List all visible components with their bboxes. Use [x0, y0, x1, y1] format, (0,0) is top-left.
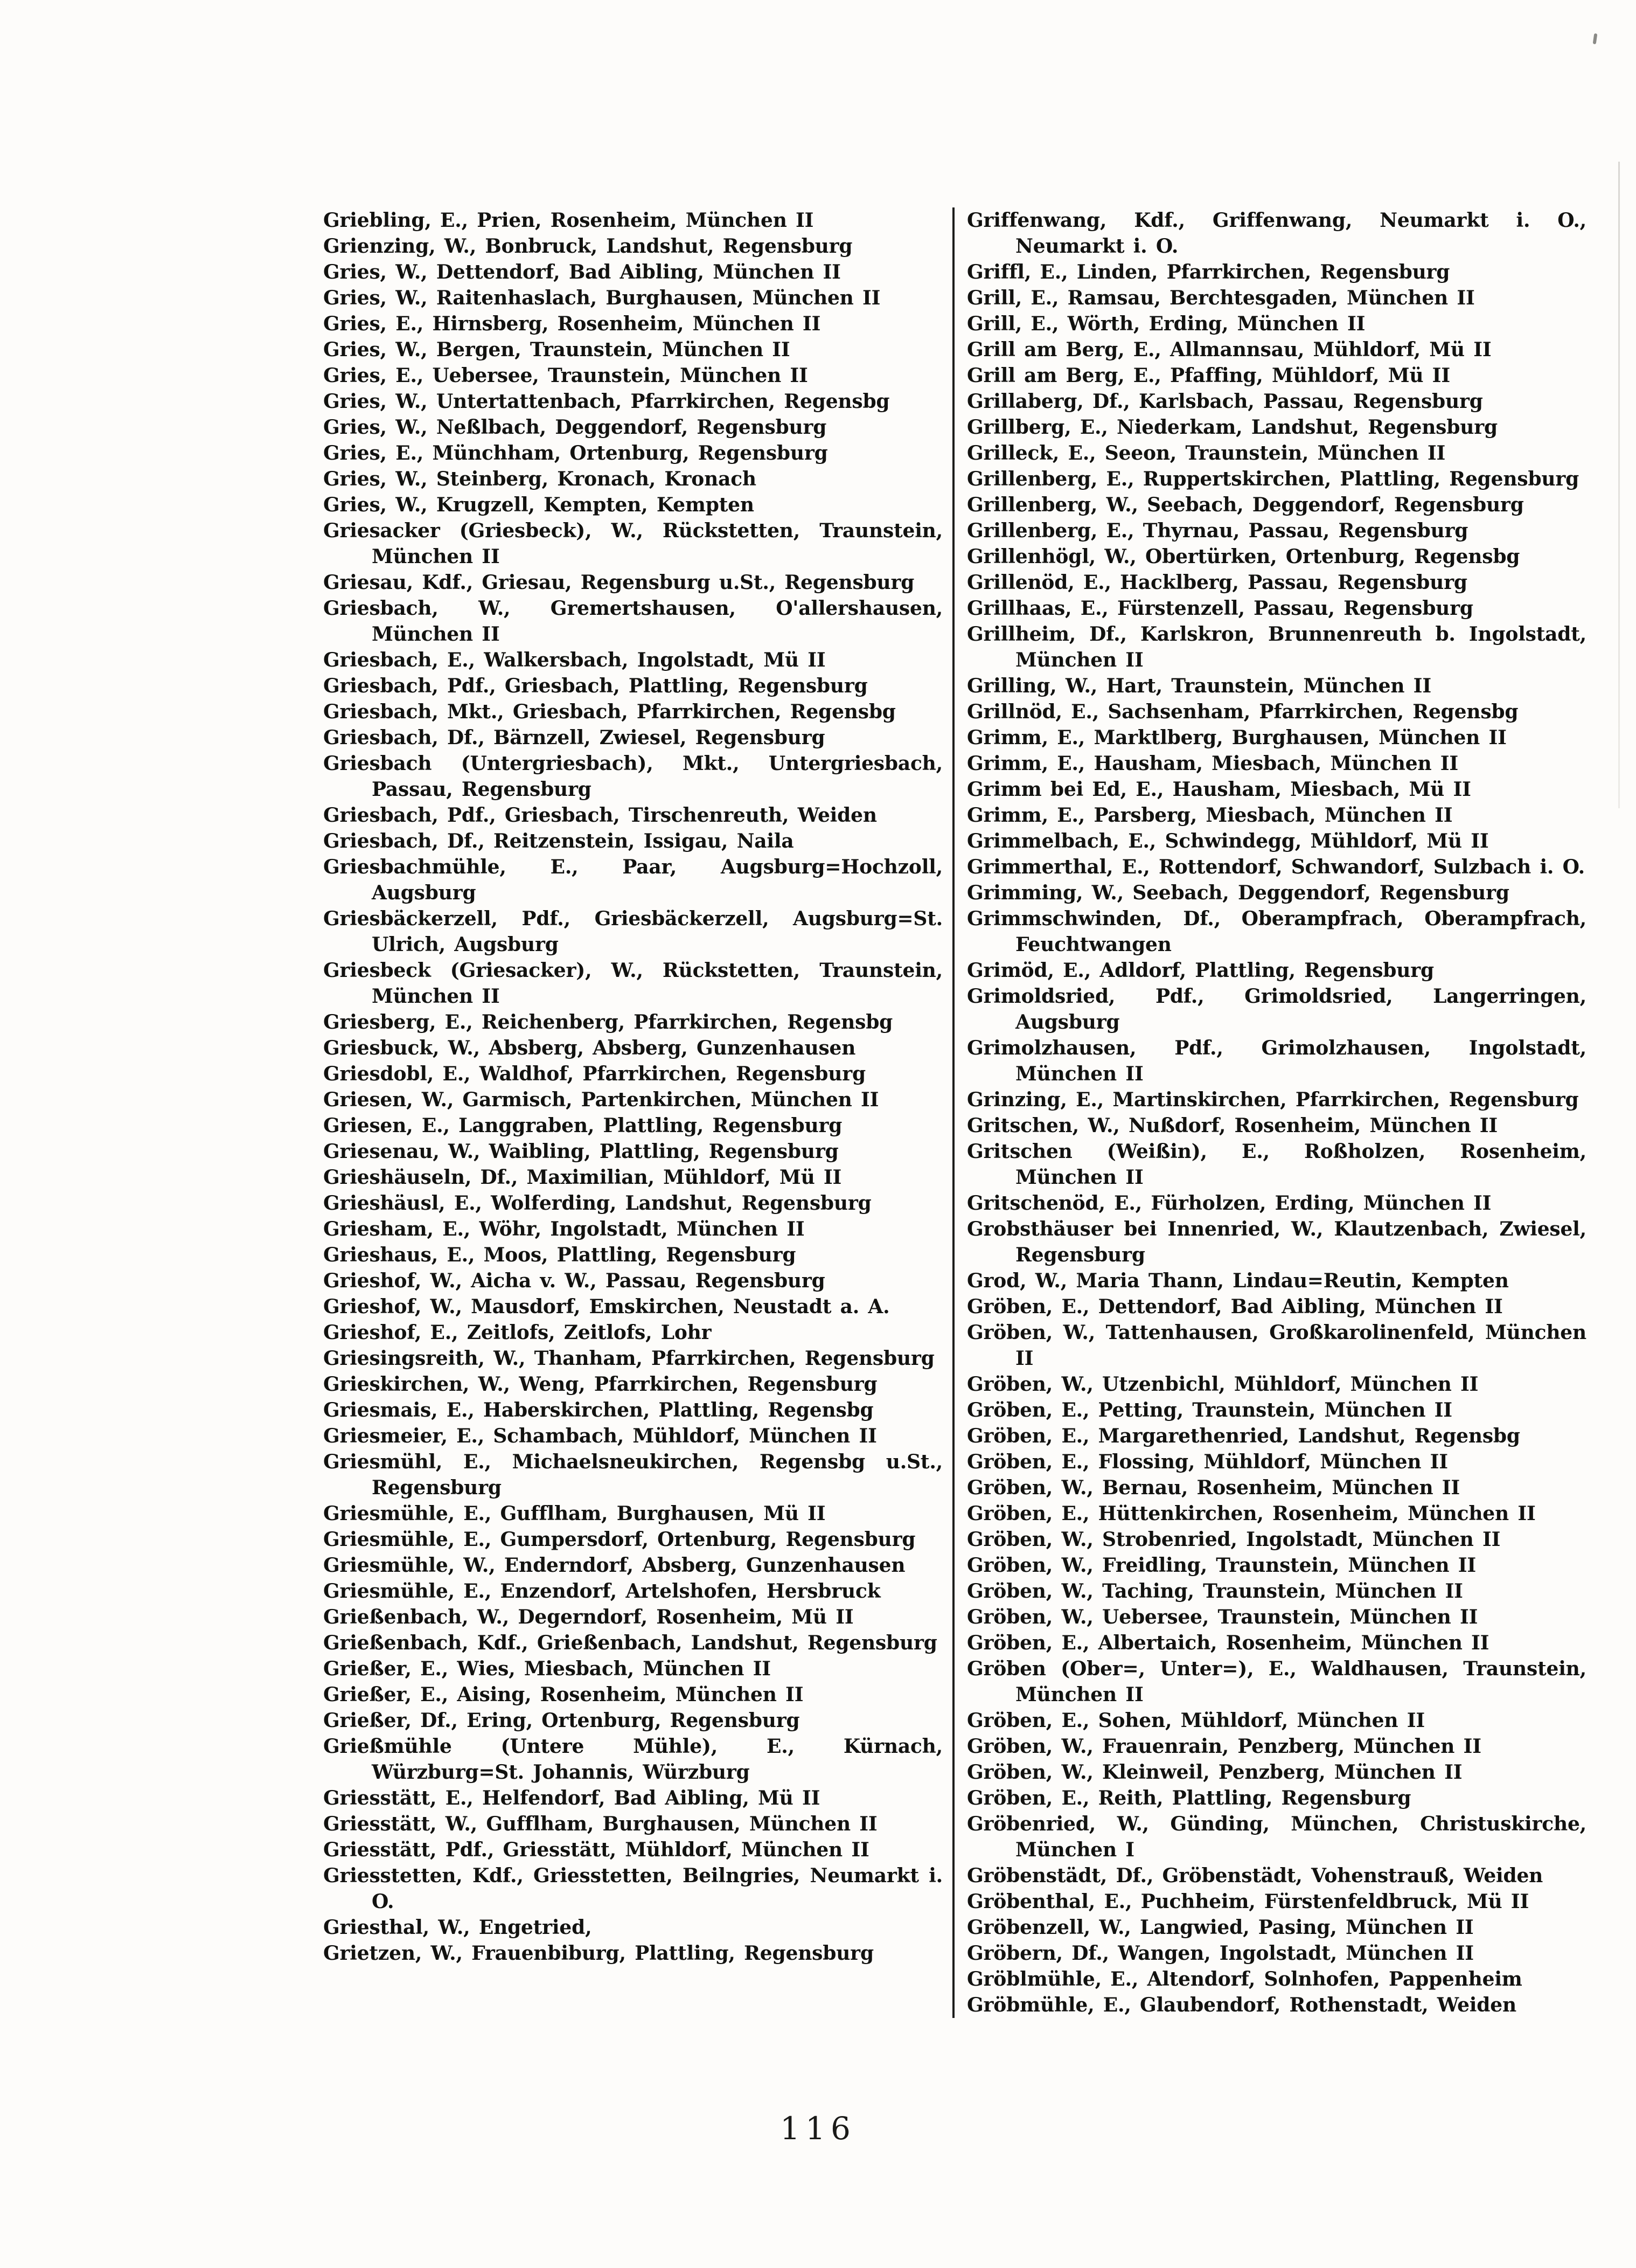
directory-entry: Griesbach, Df., Bärnzell, Zwiesel, Regensburg: [323, 726, 825, 749]
directory-entry: Griesstätt, E., Helfendorf, Bad Aibling, Mü II: [323, 1787, 820, 1809]
directory-entry: Griffenwang, Kdf., Griffenwang, Neumarkt i. O., Neumarkt i. O.: [967, 209, 1586, 258]
directory-entry: Grießer, E., Aising, Rosenheim, München II: [323, 1683, 804, 1706]
directory-entry: Gries, E., Uebersee, Traunstein, München II: [323, 364, 808, 387]
directory-entry: Gröben, W., Strobenried, Ingolstadt, München II: [967, 1528, 1501, 1551]
directory-entry: Gröben, W., Uebersee, Traunstein, München II: [967, 1606, 1478, 1628]
directory-entry: Gröbenstädt, Df., Gröbenstädt, Vohenstrauß, Weiden: [967, 1864, 1543, 1887]
directory-entry: Grieshof, E., Zeitlofs, Zeitlofs, Lohr: [323, 1321, 712, 1344]
column-divider: [952, 207, 955, 2018]
directory-entry: Grieshof, W., Aicha v. W., Passau, Regensburg: [323, 1270, 825, 1292]
directory-entry: Griesingsreith, W., Thanham, Pfarrkirchen, Regensburg: [323, 1347, 935, 1370]
directory-entry: Griesmühle, W., Enderndorf, Absberg, Gunzenhausen: [323, 1554, 906, 1577]
directory-entry: Gries, W., Dettendorf, Bad Aibling, München II: [323, 261, 841, 283]
directory-entry: Gröben, E., Dettendorf, Bad Aibling, München II: [967, 1295, 1503, 1318]
directory-entry: Gritschen (Weißin), E., Roßholzen, Rosenheim, München II: [967, 1140, 1586, 1189]
directory-entry: Grill, E., Wörth, Erding, München II: [967, 313, 1366, 335]
directory-entry: Gröben, E., Albertaich, Rosenheim, München II: [967, 1632, 1489, 1654]
directory-entry: Grieshaus, E., Moos, Plattling, Regensburg: [323, 1244, 796, 1266]
directory-entry: Grimmelbach, E., Schwindegg, Mühldorf, Mü II: [967, 830, 1489, 852]
directory-entry: Grimm, E., Parsberg, Miesbach, München II: [967, 804, 1453, 827]
directory-columns: [323, 207, 1586, 2018]
directory-entry: Grinzing, E., Martinskirchen, Pfarrkirchen, Regensburg: [967, 1088, 1579, 1111]
directory-entry: Griesbach, Mkt., Griesbach, Pfarrkirchen, Regensbg: [323, 700, 896, 723]
directory-entry: Grieshof, W., Mausdorf, Emskirchen, Neustadt a. A.: [323, 1295, 890, 1318]
directory-entry: Gröben, W., Freidling, Traunstein, München II: [967, 1554, 1476, 1577]
directory-entry: Grimming, W., Seebach, Deggendorf, Regensburg: [967, 882, 1509, 904]
directory-entry: Gröben, E., Hüttenkirchen, Rosenheim, München II: [967, 1502, 1536, 1525]
directory-entry: Griebling, E., Prien, Rosenheim, München II: [323, 209, 814, 232]
directory-entry: Gröben, W., Taching, Traunstein, München II: [967, 1580, 1463, 1603]
directory-entry: Gröbenthal, E., Puchheim, Fürstenfeldbruck, Mü II: [967, 1890, 1529, 1913]
directory-entry: Gröben, W., Frauenrain, Penzberg, München II: [967, 1735, 1481, 1758]
directory-entry: Griesacker (Griesbeck), W., Rückstetten, Traunstein, München II: [323, 519, 943, 568]
directory-entry: Grillaberg, Df., Karlsbach, Passau, Regensburg: [967, 390, 1483, 413]
directory-entry: Gröbmühle, E., Glaubendorf, Rothenstadt, Weiden: [967, 1994, 1516, 2016]
directory-entry: Gries, W., Krugzell, Kempten, Kempten: [323, 494, 754, 516]
directory-entry: Gröben, W., Utzenbichl, Mühldorf, München II: [967, 1373, 1479, 1396]
directory-entry: Gritschenöd, E., Fürholzen, Erding, München II: [967, 1192, 1492, 1215]
page-number: 116: [780, 2110, 856, 2147]
directory-entry: Griesbach, E., Walkersbach, Ingolstadt, Mü II: [323, 649, 826, 671]
directory-entry: Grimmschwinden, Df., Oberampfrach, Oberampfrach, Feuchtwangen: [967, 907, 1586, 956]
directory-entry: Gröben, E., Margarethenried, Landshut, Regensbg: [967, 1425, 1520, 1447]
directory-entry: Grillenöd, E., Hacklberg, Passau, Regensburg: [967, 571, 1467, 594]
directory-entry: Grimolzhausen, Pdf., Grimolzhausen, Ingolstadt, München II: [967, 1037, 1586, 1085]
directory-entry: Gröben, E., Sohen, Mühldorf, München II: [967, 1709, 1425, 1732]
directory-entry: Griesen, E., Langgraben, Plattling, Regensburg: [323, 1114, 843, 1137]
directory-entry: Grillhaas, E., Fürstenzell, Passau, Regensburg: [967, 597, 1473, 620]
directory-entry: Griesbach, Pdf., Griesbach, Plattling, Regensburg: [323, 675, 868, 697]
directory-entry: Grill am Berg, E., Pfaffing, Mühldorf, Mü II: [967, 364, 1450, 387]
directory-entry: Gröben, E., Petting, Traunstein, München II: [967, 1399, 1452, 1421]
directory-entry: Grimm bei Ed, E., Hausham, Miesbach, Mü II: [967, 778, 1471, 801]
directory-entry: Griesbach, Pdf., Griesbach, Tirschenreuth, Weiden: [323, 804, 877, 827]
directory-entry: Grill, E., Ramsau, Berchtesgaden, München II: [967, 287, 1475, 309]
directory-entry: Griffl, E., Linden, Pfarrkirchen, Regensburg: [967, 261, 1450, 283]
directory-entry: Gröbenzell, W., Langwied, Pasing, München II: [967, 1916, 1474, 1939]
directory-entry: Griesbuck, W., Absberg, Absberg, Gunzenhausen: [323, 1037, 856, 1059]
directory-entry: Gries, W., Steinberg, Kronach, Kronach: [323, 468, 756, 490]
directory-entry: Gries, E., Hirnsberg, Rosenheim, München II: [323, 313, 821, 335]
directory-entry: Grimmerthal, E., Rottendorf, Schwandorf, Sulzbach i. O.: [967, 856, 1585, 878]
directory-entry: Griesbach, Df., Reitzenstein, Issigau, Naila: [323, 830, 794, 852]
directory-entry: Griesmühle, E., Gumpersdorf, Ortenburg, Regensburg: [323, 1528, 916, 1551]
directory-entry: Gröben, W., Kleinweil, Penzberg, München II: [967, 1761, 1463, 1784]
directory-entry: Gries, W., Neßlbach, Deggendorf, Regensburg: [323, 416, 827, 439]
directory-entry: Gröben, W., Bernau, Rosenheim, München II: [967, 1476, 1460, 1499]
directory-entry: Griesmais, E., Haberskirchen, Plattling, Regensbg: [323, 1399, 874, 1421]
directory-entry: Griesenau, W., Waibling, Plattling, Regensburg: [323, 1140, 839, 1163]
directory-entry: Griesbach (Untergriesbach), Mkt., Untergriesbach, Passau, Regensburg: [323, 752, 943, 801]
right-column: [967, 207, 1586, 2018]
directory-entry: Grill am Berg, E., Allmannsau, Mühldorf, Mü II: [967, 338, 1492, 361]
directory-entry: Grillnöd, E., Sachsenham, Pfarrkirchen, Regensbg: [967, 700, 1519, 723]
directory-entry: Grobsthäuser bei Innenried, W., Klautzenbach, Zwiesel, Regensburg: [967, 1218, 1586, 1266]
directory-entry: Grilling, W., Hart, Traunstein, München II: [967, 675, 1431, 697]
directory-entry: Griesbachmühle, E., Paar, Augsburg=Hochzoll, Augsburg: [323, 856, 943, 904]
directory-entry: Grillenhögl, W., Obertürken, Ortenburg, Regensbg: [967, 545, 1520, 568]
directory-entry: Grimöd, E., Adldorf, Plattling, Regensburg: [967, 959, 1434, 982]
directory-entry: Griesham, E., Wöhr, Ingolstadt, München II: [323, 1218, 805, 1240]
directory-entry: Gries, W., Untertattenbach, Pfarrkirchen, Regensbg: [323, 390, 890, 413]
directory-entry: Grillberg, E., Niederkam, Landshut, Regensburg: [967, 416, 1498, 439]
directory-entry: Gritschen, W., Nußdorf, Rosenheim, München II: [967, 1114, 1498, 1137]
directory-entry: Griesen, W., Garmisch, Partenkirchen, München II: [323, 1088, 879, 1111]
directory-entry: Griesstetten, Kdf., Griesstetten, Beilngries, Neumarkt i. O.: [323, 1864, 943, 1913]
directory-entry: Gröben (Ober=, Unter=), E., Waldhausen, Traunstein, München II: [967, 1657, 1586, 1706]
directory-entry: Griesmühl, E., Michaelsneukirchen, Regensbg u.St., Regensburg: [323, 1451, 943, 1499]
directory-entry: Griesmühle, E., Gufflham, Burghausen, Mü II: [323, 1502, 826, 1525]
directory-entry: Griesstätt, W., Gufflham, Burghausen, München II: [323, 1813, 878, 1835]
directory-entry: Grießmühle (Untere Mühle), E., Kürnach, Würzburg=St. Johannis, Würzburg: [323, 1735, 943, 1784]
directory-entry: Grieskirchen, W., Weng, Pfarrkirchen, Regensburg: [323, 1373, 878, 1396]
directory-entry: Grilleck, E., Seeon, Traunstein, München II: [967, 442, 1446, 464]
directory-entry: Griesstätt, Pdf., Griesstätt, Mühldorf, München II: [323, 1839, 869, 1861]
scan-artifact-page-edge: [1618, 162, 1620, 808]
directory-entry: Gröben, E., Reith, Plattling, Regensburg: [967, 1787, 1411, 1809]
directory-entry: Grillheim, Df., Karlskron, Brunnenreuth b. Ingolstadt, München II: [967, 623, 1586, 671]
directory-entry: Grimm, E., Marktlberg, Burghausen, München II: [967, 726, 1507, 749]
directory-entry: Grillenberg, E., Thyrnau, Passau, Regensburg: [967, 519, 1468, 542]
directory-entry: Griesbäckerzell, Pdf., Griesbäckerzell, Augsburg=St. Ulrich, Augsburg: [323, 907, 943, 956]
directory-entry: Griesdobl, E., Waldhof, Pfarrkirchen, Regensburg: [323, 1063, 866, 1085]
directory-entry: Grillenberg, W., Seebach, Deggendorf, Regensburg: [967, 494, 1524, 516]
directory-entry: Grießer, Df., Ering, Ortenburg, Regensburg: [323, 1709, 800, 1732]
directory-entry: Gröbern, Df., Wangen, Ingolstadt, München II: [967, 1942, 1474, 1965]
directory-entry: Griesbach, W., Gremertshausen, O'allershausen, München II: [323, 597, 943, 646]
directory-entry: Grimoldsried, Pdf., Grimoldsried, Langerringen, Augsburg: [967, 985, 1586, 1034]
directory-entry: Grillenberg, E., Ruppertskirchen, Plattling, Regensburg: [967, 468, 1579, 490]
directory-entry: Grieshäusl, E., Wolferding, Landshut, Regensburg: [323, 1192, 872, 1215]
directory-entry: Grieshäuseln, Df., Maximilian, Mühldorf, Mü II: [323, 1166, 842, 1189]
scan-artifact-mark: [1593, 33, 1598, 45]
directory-entry: Grimm, E., Hausham, Miesbach, München II: [967, 752, 1459, 775]
directory-entry: Grietzen, W., Frauenbiburg, Plattling, Regensburg: [323, 1942, 874, 1965]
directory-entry: Grod, W., Maria Thann, Lindau=Reutin, Kempten: [967, 1270, 1509, 1292]
directory-entry: Griesberg, E., Reichenberg, Pfarrkirchen, Regensbg: [323, 1011, 893, 1034]
left-column: [323, 207, 943, 2018]
directory-entry: Grienzing, W., Bonbruck, Landshut, Regensburg: [323, 235, 853, 258]
directory-entry: Gröben, E., Flossing, Mühldorf, München II: [967, 1451, 1448, 1473]
directory-entry: Gries, W., Bergen, Traunstein, München II: [323, 338, 790, 361]
directory-entry: Griesmeier, E., Schambach, Mühldorf, München II: [323, 1425, 877, 1447]
directory-entry: Griesthal, W., Engetried,: [323, 1916, 592, 1939]
directory-entry: Gröbenried, W., Günding, München, Christuskirche, München I: [967, 1813, 1586, 1861]
directory-entry: Griesau, Kdf., Griesau, Regensburg u.St., Regensburg: [323, 571, 915, 594]
directory-entry: Grießer, E., Wies, Miesbach, München II: [323, 1657, 771, 1680]
directory-entry: Gries, W., Raitenhaslach, Burghausen, München II: [323, 287, 881, 309]
directory-entry: Gries, E., Münchham, Ortenburg, Regensburg: [323, 442, 828, 464]
directory-entry: Gröben, W., Tattenhausen, Großkarolinenfeld, München II: [967, 1321, 1586, 1370]
directory-entry: Griesmühle, E., Enzendorf, Artelshofen, Hersbruck: [323, 1580, 881, 1603]
directory-entry: Gröblmühle, E., Altendorf, Solnhofen, Pappenheim: [967, 1968, 1522, 1990]
directory-entry: Grießenbach, W., Degerndorf, Rosenheim, Mü II: [323, 1606, 854, 1628]
directory-entry: Griesbeck (Griesacker), W., Rückstetten, Traunstein, München II: [323, 959, 943, 1008]
directory-entry: Grießenbach, Kdf., Grießenbach, Landshut, Regensburg: [323, 1632, 937, 1654]
